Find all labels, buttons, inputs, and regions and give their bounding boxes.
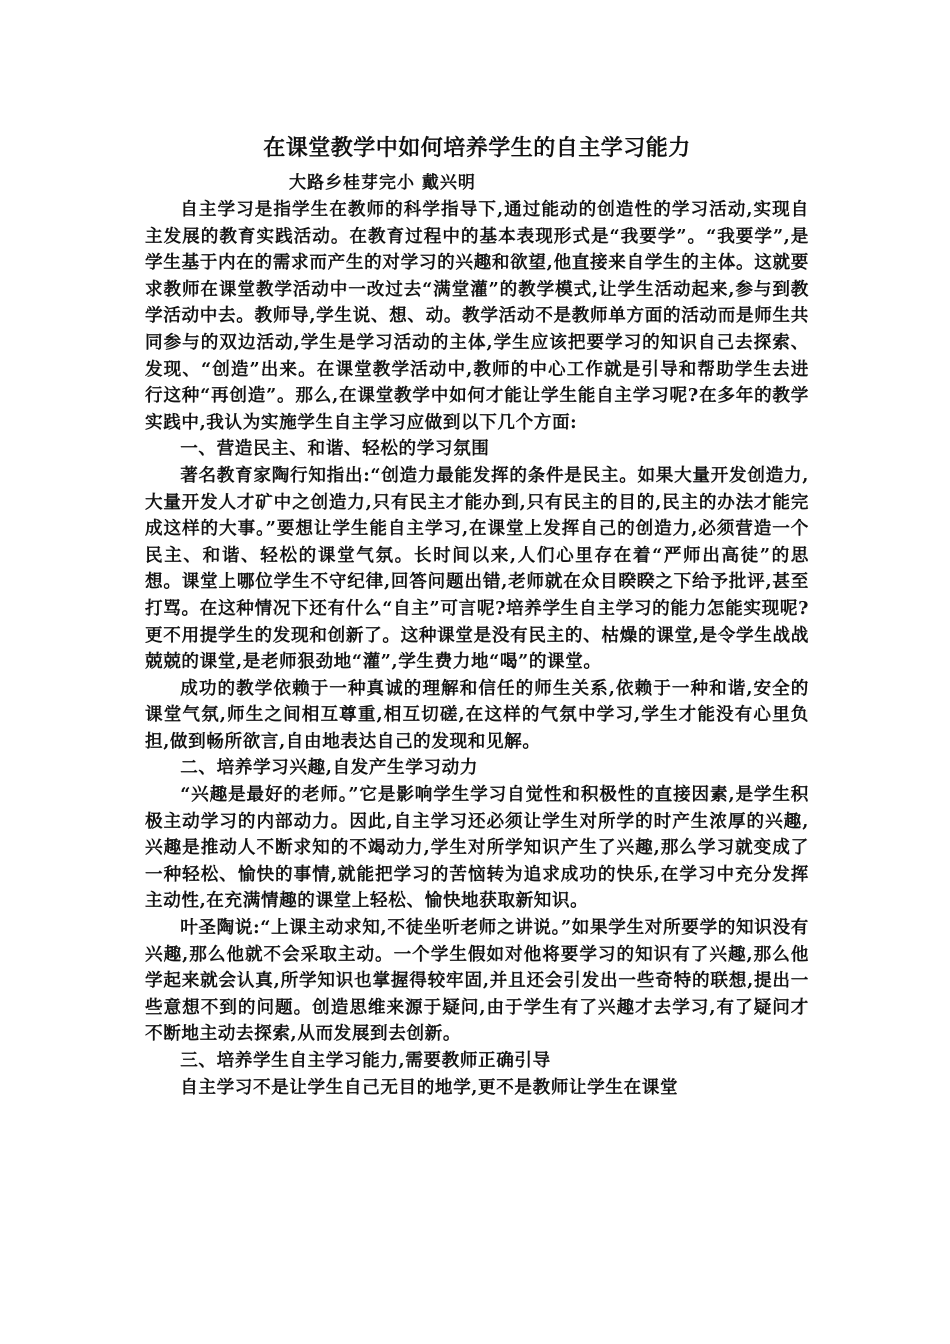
paragraph: 著名教育家陶行知指出:“创造力最能发挥的条件是民主。如果大量开发创造力,大量开发人才矿中之创造力,只有民主才能办到,只有民主的目的,民主的办法才能完成这样的大事。”要想让学生能自主学习,在课堂上发挥自己的创造力,必须营造一个民主、和谐、轻松的课堂气氛。长时间以来,人们心里存在着“严师出高徒”的思想。课堂上哪位学生不守纪律,回答问题出错,老师就在众目睽睽之下给予批评,甚至打骂。在这种情况下还有什么“自主”可言呢?培养学生自主学习的能力怎能实现呢?更不用提学生的发现和创新了。这种课堂是没有民主的、枯燥的课堂,是令学生战战兢兢的课堂,是老师狠劲地“灌”,学生费力地“喝”的课堂。 xyxy=(145,464,809,673)
section-heading-2: 二、培养学习兴趣,自发产生学习动力 xyxy=(180,757,479,779)
paragraph: 成功的教学依赖于一种真诚的理解和信任的师生关系,依赖于一种和谐,安全的课堂气氛,师生之间相互尊重,相互切磋,在这样的气氛中学习,学生才能没有心里负担,做到畅所欲言,自由地表达自己的发现和见解。 xyxy=(145,677,809,752)
author-line: 大路乡桂芽完小 戴兴明 xyxy=(289,173,476,193)
paragraph: “兴趣是最好的老师。”它是影响学生学习自觉性和积极性的直接因素,是学生积极主动学习的内部动力。因此,自主学习还必须让学生对所学的时产生浓厚的兴趣,兴趣是推动人不断求知的不竭动力,学生对所学知识产生了兴趣,那么学习就变成了一种轻松、愉快的事情,就能把学习的苦恼转为追求成功的快乐,在学习中充分发挥主动性,在充满情趣的课堂上轻松、愉快地获取新知识。 xyxy=(145,784,809,912)
section-heading-1: 一、营造民主、和谐、轻松的学习氛围 xyxy=(180,438,490,460)
paragraph-intro: 自主学习是指学生在教师的科学指导下,通过能动的创造性的学习活动,实现自主发展的教育实践活动。在教育过程中的基本表现形式是“我要学”。“我要学”,是学生基于内在的需求而产生的对学习的兴趣和欲望,他直接来自学生的主体。这就要求教师在课堂教学活动中一改过去“满堂灌”的教学模式,让学生活动起来,参与到教学活动中去。教师导,学生说、想、动。教学活动不是教师单方面的活动而是师生共同参与的双边活动,学生是学习活动的主体,学生应该把要学习的知识自己去探索、发现、“创造”出来。在课堂教学活动中,教师的中心工作就是引导和帮助学生去进行这种“再创造”。那么,在课堂教学中如何才能让学生能自主学习呢?在多年的教学实践中,我认为实施学生自主学习应做到以下几个方面: xyxy=(145,199,809,433)
paragraph: 叶圣陶说:“上课主动求知,不徒坐听老师之讲说。”如果学生对所要学的知识没有兴趣,那么他就不会采取主动。一个学生假如对他将要学习的知识有了兴趣,那么他学起来就会认真,所学知识也掌握得较牢固,并且还会引发出一些奇特的联想,提出一些意想不到的问题。创造思维来源于疑问,由于学生有了兴趣才去学习,有了疑问才不断地主动去探索,从而发展到去创新。 xyxy=(145,917,809,1045)
document-page xyxy=(145,132,809,1101)
document-title: 在课堂教学中如何培养学生的自主学习能力 xyxy=(263,136,691,161)
paragraph: 自主学习不是让学生自己无目的地学,更不是教师让学生在课堂 xyxy=(180,1076,679,1098)
document-body xyxy=(145,197,809,1101)
section-heading-3: 三、培养学生自主学习能力,需要教师正确引导 xyxy=(180,1050,551,1071)
